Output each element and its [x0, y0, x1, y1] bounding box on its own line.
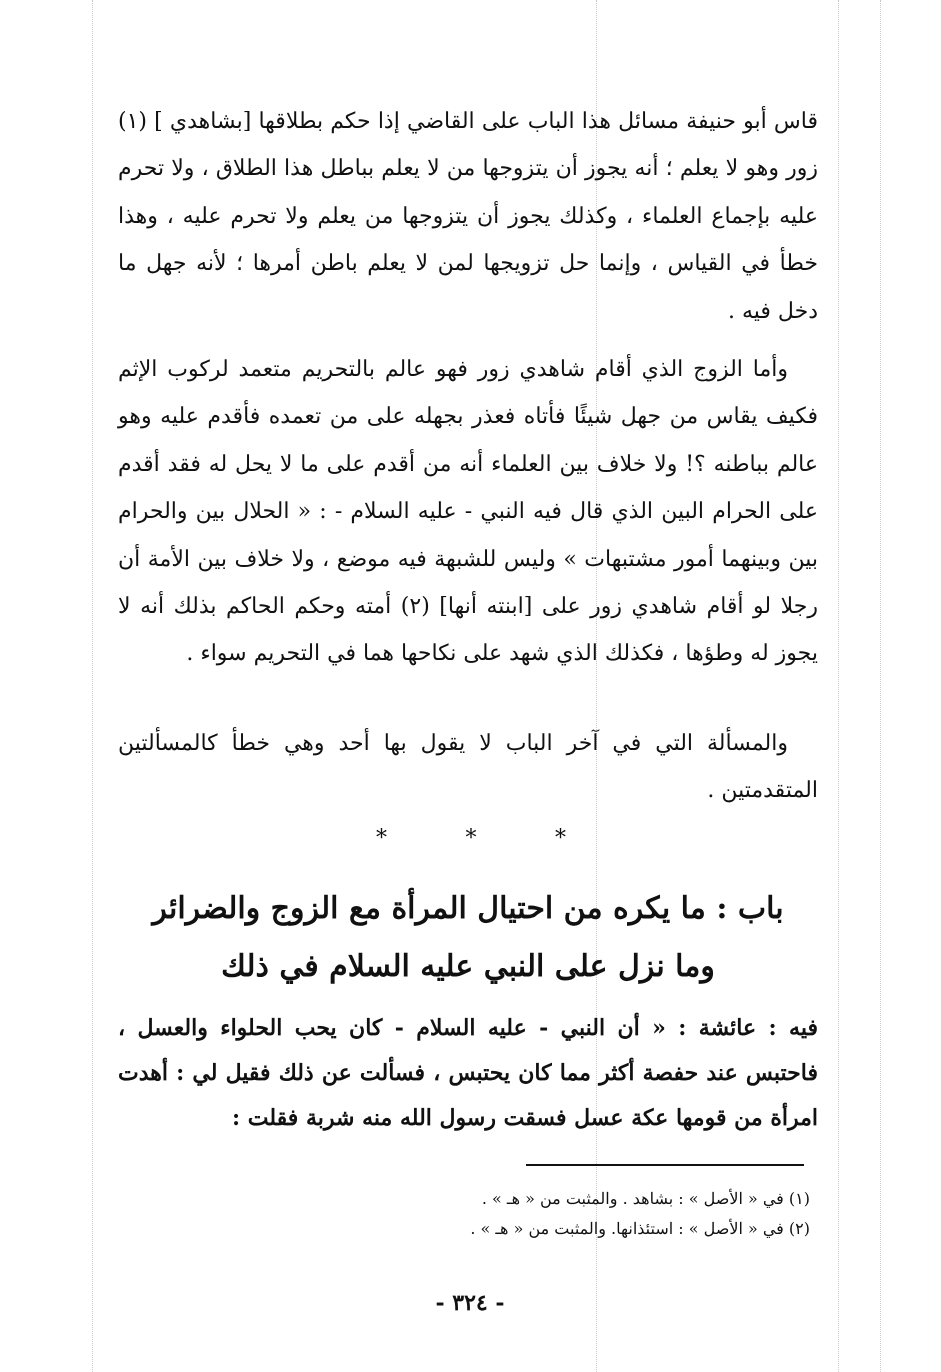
body-paragraph-1	[118, 98, 818, 335]
star-ornament: *	[555, 826, 566, 851]
scan-guide-line	[92, 0, 93, 1372]
footnote-1: (١) في « الأصل » : بشاهد . والمثبت من « هـ » .	[481, 1189, 810, 1208]
chapter-heading	[118, 880, 818, 996]
footnote-divider	[526, 1164, 804, 1166]
hadith-text	[118, 1006, 818, 1141]
star-ornament: *	[465, 826, 477, 851]
footnote-2: (٢) في « الأصل » : استئذانها. والمثبت من « هـ » .	[470, 1219, 810, 1238]
chapter-title-line-2: وما نزل على النبي عليه السلام في ذلك	[221, 949, 715, 984]
paragraph-text: وأما الزوج الذي أقام شاهدي زور فهو عالم بالتحريم متعمد لركوب الإثم فكيف يقاس من جهل شيئًا فأتاه فعذر بجهله على من تعمده فأقدم عليه وهو عالم بباطنه ؟! ولا خلاف بين العلماء أنه من أقدم على ما لا يحل له فقد أقدم على الحرام البين الذي قال فيه النبي - عليه السلام - : « الحلال بين والحرام بين وبينهما أمور مشتبهات » وليس للشبهة فيه موضع ، ولا خلاف بين الأمة أن رجلا لو أقام شاهدي زور على [ابنته أنها] (٢) أمته وحكم الحاكم بذلك أنه لا يجوز له وطؤها ، فكذلك الذي شهد على نكاحها هما في التحريم سواء .	[118, 357, 818, 667]
star-ornament: *	[376, 826, 387, 851]
hadith-paragraph: فيه : عائشة : « أن النبي - عليه السلام - كان يحب الحلواء والعسل ، فاحتبس عند حفصة أكثر مما كان يحتبس ، فسألت عن ذلك فقيل لي : أهدت امرأة من قومها عكة عسل فسقت رسول الله منه شربة فقلت :	[118, 1015, 818, 1131]
paragraph-text: والمسألة التي في آخر الباب لا يقول بها أحد وهي خطأ كالمسألتين المتقدمتين .	[118, 731, 818, 804]
footnotes	[118, 1184, 810, 1244]
body-paragraph-3	[118, 720, 818, 815]
chapter-title-line-1: باب : ما يكره من احتيال المرأة مع الزوج والضرائر	[152, 891, 784, 926]
body-paragraph-2	[118, 346, 818, 678]
paragraph-text: قاس أبو حنيفة مسائل هذا الباب على القاضي إذا حكم بطلاقها [بشاهدي ] (١) زور وهو لا يعلم ؛ أنه يجوز أن يتزوجها من لا يعلم بباطل هذا الطلاق ، ولا تحرم عليه بإجماع العلماء ، وكذلك يجوز أن يتزوجها من يعلم ولا تحرم عليه ، وهذا خطأ في القياس ، وإنما حل تزويجها لمن لا يعلم باطن أمرها ؛ لأنه جهل ما دخل فيه .	[118, 109, 818, 324]
page-number: - ٣٢٤ -	[435, 1290, 505, 1316]
scan-guide-line	[880, 0, 881, 1372]
scan-guide-line	[838, 0, 839, 1372]
section-separator	[376, 826, 566, 851]
